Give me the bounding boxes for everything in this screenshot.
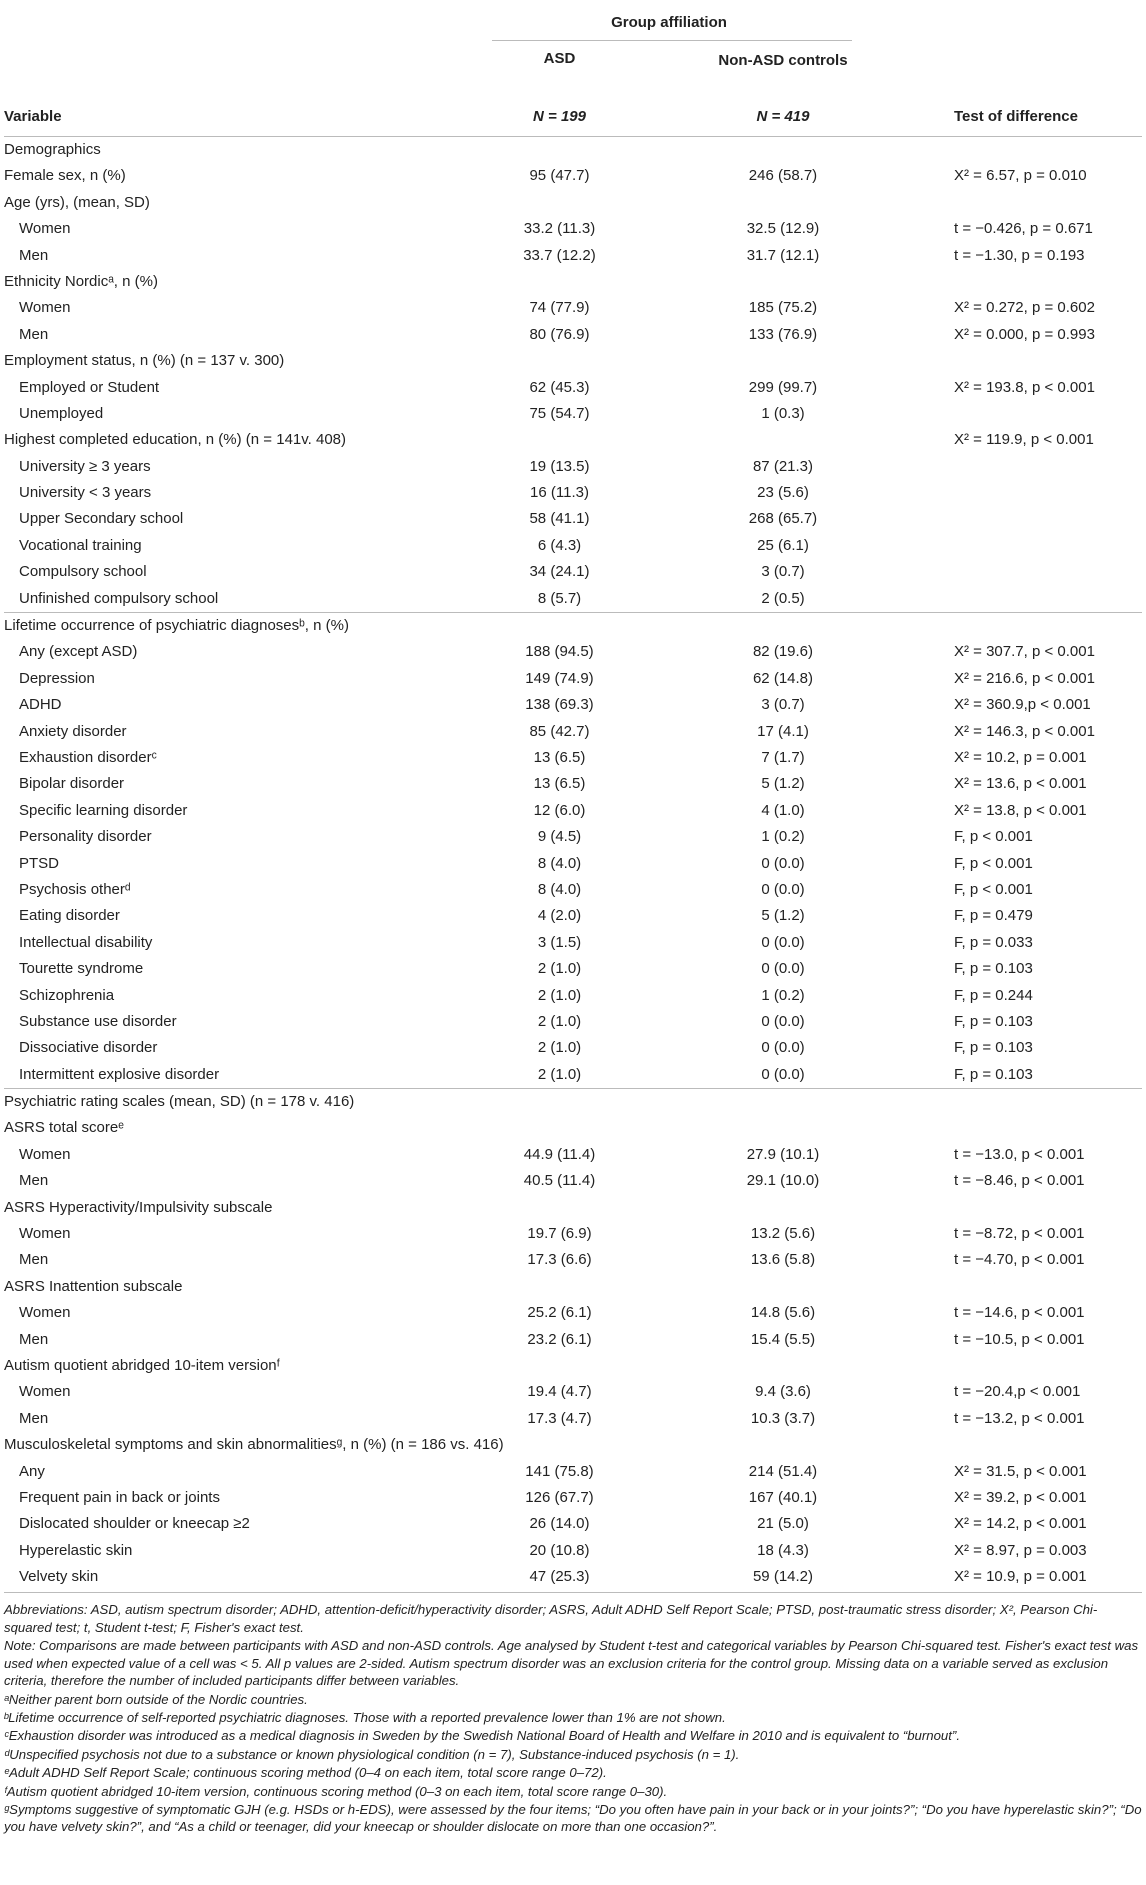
- table-row: [4, 877, 1142, 903]
- asd-column-header: ASD: [543, 50, 576, 67]
- table-row: [4, 771, 1142, 797]
- table-body: [4, 137, 1142, 1590]
- table-row: [4, 639, 1142, 665]
- test-value: t = −14.6, p < 0.001: [954, 1304, 1085, 1322]
- row-label: Frequent pain in back or joints: [19, 1488, 220, 1506]
- test-value: X² = 193.8, p < 0.001: [954, 378, 1095, 396]
- test-value: X² = 14.2, p < 0.001: [954, 1515, 1087, 1533]
- row-label: Women: [19, 299, 71, 317]
- table-row: [4, 930, 1142, 956]
- non-asd-value: 10.3 (3.7): [750, 1409, 816, 1427]
- table-row: [4, 322, 1142, 348]
- row-label: Women: [19, 1145, 71, 1163]
- non-asd-value: 14.8 (5.6): [750, 1304, 816, 1322]
- table-row: [4, 851, 1142, 877]
- row-label: Intellectual disability: [19, 933, 153, 951]
- row-label: Personality disorder: [19, 828, 152, 846]
- asd-value: 8 (5.7): [537, 589, 582, 607]
- asd-value: 58 (41.1): [529, 510, 590, 528]
- test-value: X² = 10.9, p = 0.001: [954, 1568, 1087, 1586]
- table-row: [4, 1088, 1142, 1115]
- asd-value: 8 (4.0): [537, 854, 582, 872]
- test-header: Test of difference: [954, 108, 1078, 125]
- table-row: [4, 375, 1142, 401]
- asd-value: 85 (42.7): [529, 722, 590, 740]
- row-label: Women: [19, 1225, 71, 1243]
- non-asd-value: 31.7 (12.1): [746, 246, 820, 264]
- row-label: Highest completed education, n (%) (n = 141v. 408): [4, 431, 346, 449]
- row-label: Lifetime occurrence of psychiatric diagnosesᵇ, n (%): [4, 617, 349, 635]
- asd-value: 33.7 (12.2): [523, 246, 596, 264]
- table-row: [4, 454, 1142, 480]
- table-row: [4, 1327, 1142, 1353]
- table-row: [4, 1221, 1142, 1247]
- asd-value: 8 (4.0): [537, 880, 582, 898]
- row-label: Age (yrs), (mean, SD): [4, 193, 150, 211]
- row-label: Exhaustion disorderᶜ: [19, 748, 157, 766]
- asd-value: 19.4 (4.7): [527, 1383, 592, 1401]
- table-row: [4, 137, 1142, 163]
- table-row: [4, 1247, 1142, 1273]
- asd-value: 19.7 (6.9): [527, 1225, 592, 1243]
- row-label: Men: [19, 1251, 49, 1269]
- row-label: Men: [19, 325, 49, 343]
- row-label: Dissociative disorder: [19, 1039, 158, 1057]
- non-asd-value: 17 (4.1): [757, 722, 809, 740]
- table-row: [4, 506, 1142, 532]
- row-label: Velvety skin: [19, 1568, 99, 1586]
- row-label: Any: [19, 1462, 45, 1480]
- table-row: [4, 1274, 1142, 1300]
- row-label: Specific learning disorder: [19, 801, 188, 819]
- column-group-header: [4, 40, 1142, 96]
- row-label: Women: [19, 220, 71, 238]
- table-row: [4, 1485, 1142, 1511]
- table-note: ᵇLifetime occurrence of self-reported psychiatric diagnoses. Those with a reported prevalence lower than 1% are not shown.: [4, 1709, 726, 1725]
- table-row: [4, 719, 1142, 745]
- non-asd-value: 87 (21.3): [752, 457, 814, 475]
- row-label: University ≥ 3 years: [19, 457, 151, 475]
- test-value: t = −8.46, p < 0.001: [954, 1172, 1085, 1190]
- table-row: [4, 1406, 1142, 1432]
- asd-value: 2 (1.0): [537, 960, 582, 978]
- table-row: [4, 401, 1142, 427]
- row-label: ASRS total scoreᵉ: [4, 1119, 124, 1137]
- table-row: [4, 1062, 1142, 1088]
- asd-value: 26 (14.0): [529, 1515, 590, 1533]
- row-label: Any (except ASD): [19, 643, 138, 661]
- table-row: [4, 1459, 1142, 1485]
- test-value: t = −10.5, p < 0.001: [954, 1330, 1085, 1348]
- test-value: F, p = 0.103: [954, 960, 1033, 978]
- test-value: t = −4.70, p < 0.001: [954, 1251, 1085, 1269]
- non-asd-value: 0 (0.0): [761, 960, 805, 978]
- asd-value: 25.2 (6.1): [527, 1304, 592, 1322]
- non-asd-value: 4 (1.0): [761, 801, 805, 819]
- asd-value: 34 (24.1): [529, 563, 590, 581]
- test-value: t = −0.426, p = 0.671: [954, 220, 1093, 238]
- table-note: ᵉAdult ADHD Self Report Scale; continuous scoring method (0–4 on each item, total score range 0–72).: [4, 1765, 607, 1781]
- non-asd-value: 0 (0.0): [761, 1039, 805, 1057]
- non-asd-value: 3 (0.7): [761, 563, 805, 581]
- non-asd-value: 0 (0.0): [761, 880, 805, 898]
- table-note: ᶠAutism quotient abridged 10-item version, continuous scoring method (0–3 on each item, total score range 0–30).: [4, 1783, 668, 1799]
- asd-value: 12 (6.0): [533, 801, 586, 819]
- row-label: Psychosis otherᵈ: [19, 880, 131, 898]
- row-label: Employed or Student: [19, 378, 160, 396]
- row-label: ASRS Inattention subscale: [4, 1277, 183, 1295]
- non-asd-value: 21 (5.0): [757, 1515, 809, 1533]
- table-row: [4, 1115, 1142, 1141]
- table-note: ᵍSymptoms suggestive of symptomatic GJH (e.g. HSDs or h-EDS), were assessed by the four items; “Do you often have pain in your back or in your joints?”; “Do you have hyperelastic skin?”; “Do you have velvety skin?”, and “As a child or teenager, did your kneecap or shoulder dislocate on more than one occasion?”.: [4, 1801, 1142, 1835]
- test-value: t = −13.2, p < 0.001: [954, 1409, 1085, 1427]
- row-label: Unfinished compulsory school: [19, 589, 219, 607]
- non-asd-value: 2 (0.5): [761, 589, 805, 607]
- row-label: University < 3 years: [19, 484, 152, 502]
- non-asd-value: 0 (0.0): [761, 854, 805, 872]
- table-row: [4, 1564, 1142, 1590]
- non-asd-value: 0 (0.0): [761, 1065, 805, 1083]
- asd-value: 75 (54.7): [529, 404, 590, 422]
- non-asd-value: 5 (1.2): [761, 775, 805, 793]
- test-value: X² = 307.7, p < 0.001: [954, 643, 1095, 661]
- table-row: [4, 1142, 1142, 1168]
- asd-value: 40.5 (11.4): [523, 1172, 596, 1190]
- table-row: [4, 163, 1142, 189]
- test-value: t = −13.0, p < 0.001: [954, 1145, 1085, 1163]
- table-note: Abbreviations: ASD, autism spectrum disorder; ADHD, attention-deficit/hyperactivity disorder; ASRS, Adult ADHD Self Report Scale; PTSD, post-traumatic stress disorder; X², Pearson Chi-squared test; t, Student t-test; F, Fisher's exact test.: [4, 1602, 1098, 1635]
- table-row: [4, 559, 1142, 585]
- asd-value: 6 (4.3): [537, 536, 582, 554]
- row-label: Intermittent explosive disorder: [19, 1065, 220, 1083]
- non-asd-value: 13.6 (5.8): [750, 1251, 816, 1269]
- asd-value: 95 (47.7): [529, 167, 590, 185]
- table-row: [4, 1432, 1142, 1458]
- non-asd-value: 0 (0.0): [761, 1012, 805, 1030]
- table-row: [4, 243, 1142, 269]
- table-row: [4, 533, 1142, 559]
- group-header: [4, 10, 1142, 40]
- row-label: Female sex, n (%): [4, 167, 126, 185]
- non-asd-value: 214 (51.4): [748, 1462, 818, 1480]
- asd-value: 188 (94.5): [525, 643, 594, 661]
- test-value: F, p < 0.001: [954, 854, 1033, 872]
- test-value: X² = 216.6, p < 0.001: [954, 669, 1095, 687]
- test-value: t = −1.30, p = 0.193: [954, 246, 1085, 264]
- test-value: X² = 10.2, p = 0.001: [954, 748, 1087, 766]
- asd-value: 2 (1.0): [537, 1065, 582, 1083]
- table-note: ᵈUnspecified psychosis not due to a substance or known physiological condition (n = 7), Substance-induced psychosis (n = 1).: [4, 1746, 740, 1762]
- asd-value: 2 (1.0): [537, 986, 582, 1004]
- table-row: [4, 427, 1142, 453]
- asd-value: 3 (1.5): [537, 933, 582, 951]
- row-label: Hyperelastic skin: [19, 1541, 133, 1559]
- test-value: X² = 6.57, p = 0.010: [954, 167, 1087, 185]
- non-asd-value: 5 (1.2): [761, 907, 805, 925]
- table-row: [4, 480, 1142, 506]
- row-label: Men: [19, 246, 49, 264]
- non-asd-value: 9.4 (3.6): [755, 1383, 811, 1401]
- asd-value: 126 (67.7): [525, 1488, 594, 1506]
- asd-value: 44.9 (11.4): [523, 1145, 596, 1163]
- table-container: [4, 0, 1142, 1836]
- test-value: X² = 0.000, p = 0.993: [954, 325, 1095, 343]
- non-asd-n-header: N = 419: [756, 108, 810, 125]
- test-value: F, p = 0.244: [954, 986, 1033, 1004]
- row-label: Men: [19, 1330, 49, 1348]
- non-asd-value: 1 (0.3): [761, 404, 805, 422]
- asd-value: 4 (2.0): [537, 907, 582, 925]
- non-asd-value: 27.9 (10.1): [746, 1145, 820, 1163]
- non-asd-value: 1 (0.2): [761, 986, 805, 1004]
- test-value: X² = 8.97, p = 0.003: [954, 1541, 1087, 1559]
- asd-value: 9 (4.5): [537, 828, 582, 846]
- table-row: [4, 798, 1142, 824]
- asd-value: 17.3 (6.6): [527, 1251, 592, 1269]
- row-label: Autism quotient abridged 10-item versionᶠ: [4, 1356, 281, 1374]
- table-row: [4, 824, 1142, 850]
- table-row: [4, 216, 1142, 242]
- asd-value: 2 (1.0): [537, 1039, 582, 1057]
- test-value: X² = 119.9, p < 0.001: [954, 431, 1094, 449]
- table-row: [4, 1379, 1142, 1405]
- non-asd-value: 32.5 (12.9): [746, 220, 820, 238]
- row-label: Vocational training: [19, 536, 142, 554]
- non-asd-value: 82 (19.6): [752, 643, 814, 661]
- test-value: X² = 146.3, p < 0.001: [954, 722, 1095, 740]
- non-asd-value: 25 (6.1): [757, 536, 809, 554]
- non-asd-value: 13.2 (5.6): [750, 1225, 816, 1243]
- row-label: Substance use disorder: [19, 1012, 177, 1030]
- test-value: X² = 13.6, p < 0.001: [954, 775, 1087, 793]
- table-row: [4, 666, 1142, 692]
- test-value: F, p = 0.103: [954, 1065, 1033, 1083]
- asd-value: 141 (75.8): [525, 1462, 594, 1480]
- row-label: Ethnicity Nordicᵃ, n (%): [4, 272, 158, 290]
- table-note: ᶜExhaustion disorder was introduced as a medical diagnosis in Sweden by the Swedish National Board of Health and Welfare in 2010 and is equivalent to “burnout”.: [4, 1728, 960, 1744]
- non-asd-value: 7 (1.7): [761, 748, 805, 766]
- non-asd-value: 133 (76.9): [748, 325, 818, 343]
- non-asd-value: 0 (0.0): [761, 933, 805, 951]
- test-value: t = −8.72, p < 0.001: [954, 1225, 1085, 1243]
- test-value: X² = 39.2, p < 0.001: [954, 1488, 1087, 1506]
- row-label: Unemployed: [19, 404, 104, 422]
- asd-value: 149 (74.9): [525, 669, 594, 687]
- row-label: Women: [19, 1304, 71, 1322]
- table-row: [4, 1168, 1142, 1194]
- row-label: Women: [19, 1383, 71, 1401]
- test-value: F, p < 0.001: [954, 828, 1033, 846]
- row-label: Men: [19, 1409, 49, 1427]
- table-row: [4, 1353, 1142, 1379]
- row-label: Demographics: [4, 141, 101, 158]
- table-row: [4, 348, 1142, 374]
- non-asd-value: 185 (75.2): [748, 299, 818, 317]
- non-asd-value: 299 (99.7): [748, 378, 818, 396]
- asd-value: 33.2 (11.3): [523, 220, 596, 238]
- asd-value: 13 (6.5): [533, 748, 586, 766]
- test-value: F, p < 0.001: [954, 880, 1033, 898]
- header-row: [4, 96, 1142, 137]
- table-row: [4, 1511, 1142, 1537]
- row-label: Depression: [19, 669, 95, 687]
- row-label: Bipolar disorder: [19, 775, 125, 793]
- non-asd-column-header: Non-ASD controls: [718, 52, 848, 69]
- test-value: t = −20.4,p < 0.001: [954, 1383, 1081, 1401]
- table-note: ᵃNeither parent born outside of the Nordic countries.: [4, 1691, 308, 1707]
- row-label: ASRS Hyperactivity/Impulsivity subscale: [4, 1198, 273, 1216]
- test-value: X² = 360.9,p < 0.001: [954, 696, 1091, 714]
- table-row: [4, 692, 1142, 718]
- row-label: Tourette syndrome: [19, 960, 144, 978]
- test-value: F, p = 0.103: [954, 1039, 1033, 1057]
- table-note: Note: Comparisons are made between participants with ASD and non-ASD controls. Age analysed by Student t-test and categorical variables by Pearson Chi-squared test. Fisher's exact test was used when expected value of a cell was < 5. All p values are 2-sided. Autism spectrum disorder was an exclusion criteria for the control group. Missing data on a variable served as exclusion criteria, therefore the number of included participants differ between variables.: [4, 1638, 1139, 1689]
- asd-value: 62 (45.3): [529, 378, 590, 396]
- asd-value: 47 (25.3): [529, 1568, 590, 1586]
- table-row: [4, 903, 1142, 929]
- row-label: ADHD: [19, 696, 62, 714]
- table-row: [4, 1538, 1142, 1564]
- non-asd-value: 3 (0.7): [761, 696, 805, 714]
- asd-n-header: N = 199: [533, 108, 586, 125]
- row-label: Employment status, n (%) (n = 137 v. 300): [4, 352, 285, 370]
- non-asd-value: 15.4 (5.5): [750, 1330, 816, 1348]
- test-value: F, p = 0.103: [954, 1012, 1033, 1030]
- group-affiliation-label: Group affiliation: [611, 14, 727, 31]
- table-row: [4, 956, 1142, 982]
- table-row: [4, 269, 1142, 295]
- table-row: [4, 1009, 1142, 1035]
- non-asd-value: 268 (65.7): [748, 510, 818, 528]
- asd-value: 80 (76.9): [529, 325, 590, 343]
- row-label: Musculoskeletal symptoms and skin abnormalitiesᵍ, n (%) (n = 186 vs. 416): [4, 1436, 504, 1454]
- table-row: [4, 1035, 1142, 1061]
- variable-header: Variable: [4, 108, 62, 125]
- non-asd-value: 23 (5.6): [757, 484, 809, 502]
- test-value: F, p = 0.479: [954, 907, 1033, 925]
- asd-value: 16 (11.3): [530, 484, 589, 502]
- row-label: Psychiatric rating scales (mean, SD) (n = 178 v. 416): [4, 1093, 355, 1111]
- non-asd-value: 18 (4.3): [757, 1541, 809, 1559]
- table-row: [4, 745, 1142, 771]
- asd-value: 20 (10.8): [529, 1541, 590, 1559]
- table-row: [4, 983, 1142, 1009]
- row-label: Compulsory school: [19, 563, 147, 581]
- test-value: X² = 0.272, p = 0.602: [954, 299, 1095, 317]
- row-label: Anxiety disorder: [19, 722, 127, 740]
- asd-value: 17.3 (4.7): [527, 1409, 592, 1427]
- non-asd-value: 59 (14.2): [752, 1568, 814, 1586]
- table-row: [4, 295, 1142, 321]
- table-row: [4, 612, 1142, 639]
- row-label: Upper Secondary school: [19, 510, 184, 528]
- non-asd-value: 167 (40.1): [748, 1488, 818, 1506]
- non-asd-value: 1 (0.2): [761, 828, 805, 846]
- asd-value: 2 (1.0): [537, 1012, 582, 1030]
- table-row: [4, 1195, 1142, 1221]
- asd-value: 23.2 (6.1): [527, 1330, 592, 1348]
- table-row: [4, 1300, 1142, 1326]
- row-label: Men: [19, 1172, 49, 1190]
- non-asd-value: 246 (58.7): [748, 167, 818, 185]
- row-label: Eating disorder: [19, 907, 120, 925]
- table-row: [4, 586, 1142, 612]
- asd-value: 19 (13.5): [529, 457, 590, 475]
- row-label: PTSD: [19, 854, 60, 872]
- asd-value: 13 (6.5): [533, 775, 586, 793]
- asd-value: 138 (69.3): [525, 696, 594, 714]
- asd-value: 74 (77.9): [529, 299, 590, 317]
- table-notes: [4, 1593, 1142, 1835]
- test-value: X² = 31.5, p < 0.001: [954, 1462, 1087, 1480]
- test-value: F, p = 0.033: [954, 933, 1033, 951]
- row-label: Dislocated shoulder or kneecap ≥2: [19, 1515, 250, 1533]
- non-asd-value: 29.1 (10.0): [746, 1172, 820, 1190]
- test-value: X² = 13.8, p < 0.001: [954, 801, 1087, 819]
- non-asd-value: 62 (14.8): [752, 669, 814, 687]
- table-row: [4, 190, 1142, 216]
- row-label: Schizophrenia: [19, 986, 115, 1004]
